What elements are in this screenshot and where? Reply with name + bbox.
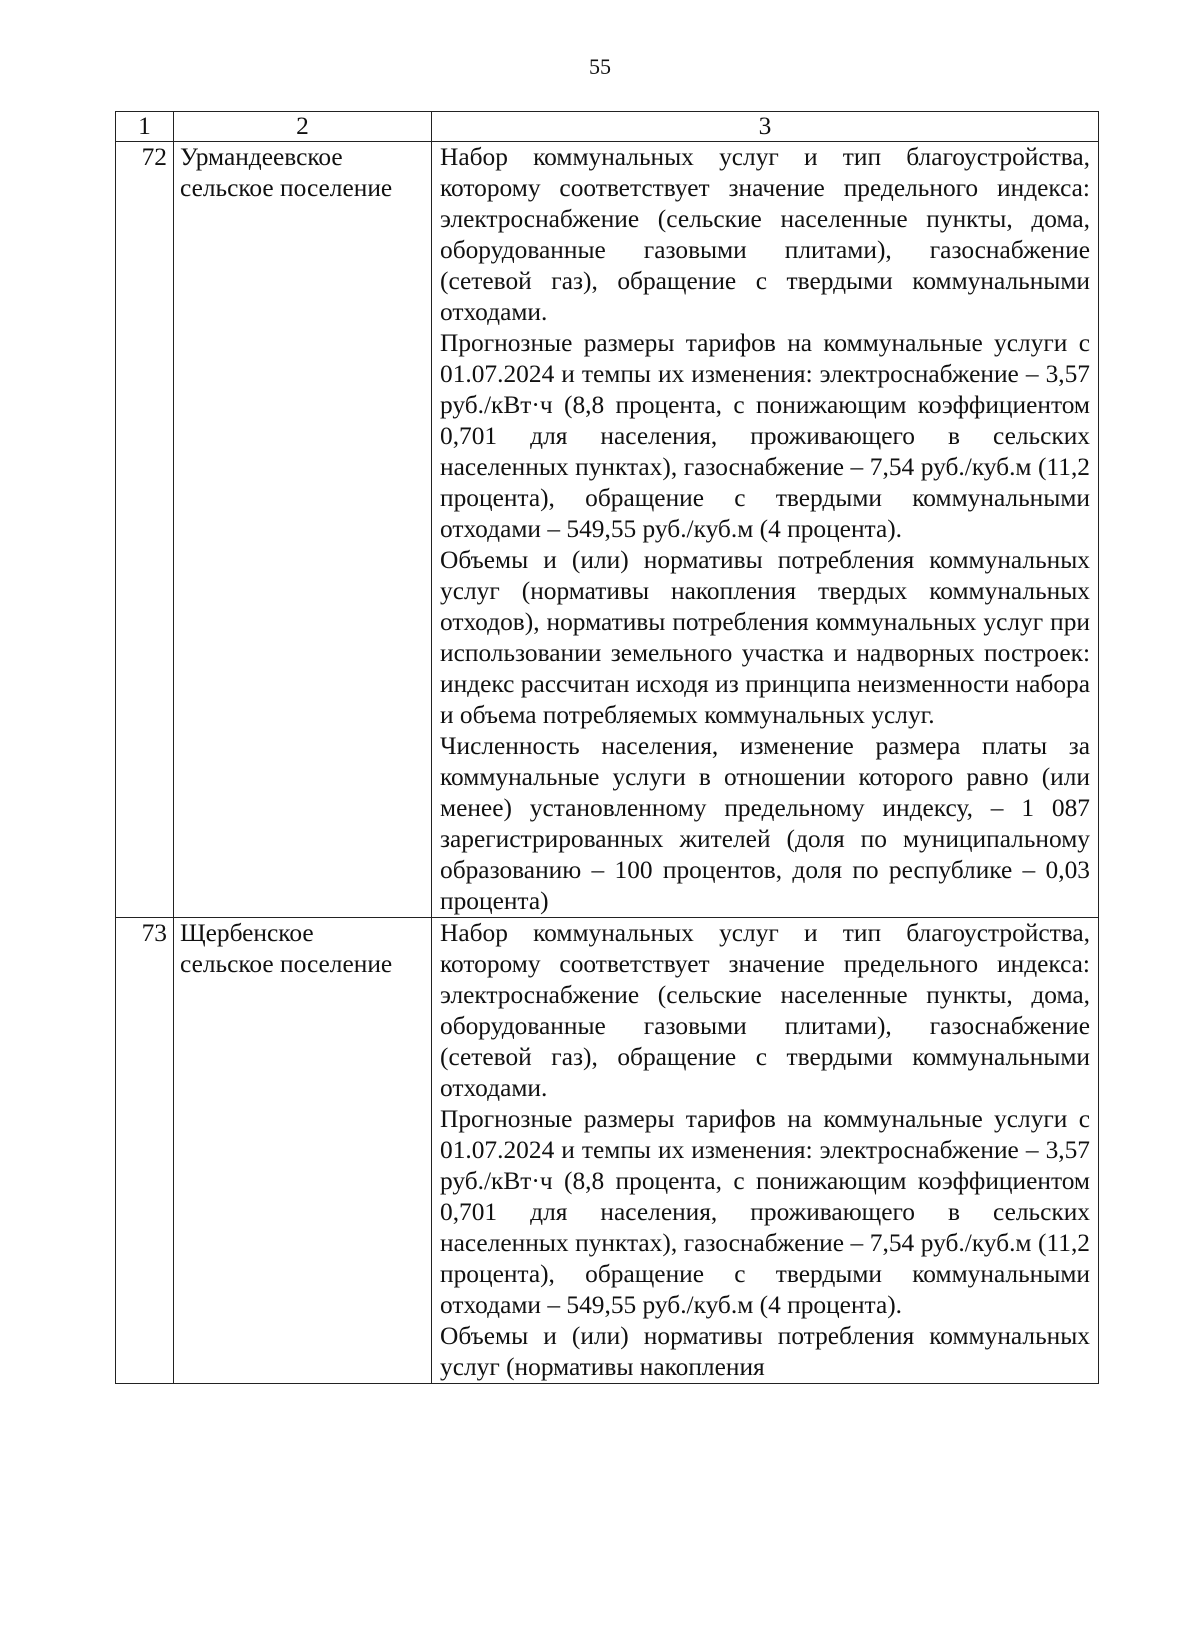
page-number: 55 bbox=[589, 54, 611, 79]
table-header-row bbox=[116, 112, 1099, 142]
description-paragraph: Набор коммунальных услуг и тип благоустройства, которому соответствует значение предельного индекса: электроснабжение (сельские населенные пункты, дома, оборудованные газовыми плитами), газоснабжение (сетевой газ), обращение с твердыми коммунальными отходами. bbox=[440, 143, 1090, 326]
settlement-name: Щербенское сельское поселение bbox=[174, 918, 432, 1384]
table-row bbox=[116, 918, 1099, 1384]
description-paragraph: Объемы и (или) нормативы потребления коммунальных услуг (нормативы накопления bbox=[440, 1322, 1090, 1381]
description-paragraph: Прогнозные размеры тарифов на коммунальные услуги с 01.07.2024 и темпы их изменения: электроснабжение – 3,57 руб./кВт·ч (8,8 процента, с понижающим коэффициентом 0,701 для населения, проживающего в сельских населенных пунктах), газоснабжение – 7,54 руб./куб.м (11,2 процента), обращение с твердыми коммунальными отходами – 549,55 руб./куб.м (4 процента). bbox=[440, 329, 1090, 543]
description-paragraph: Объемы и (или) нормативы потребления коммунальных услуг (нормативы накопления твердых коммунальных отходов), нормативы потребления коммунальных услуг при использовании земельного участка и надворных построек: индекс рассчитан исходя из принципа неизменности набора и объема потребляемых коммунальных услуг. bbox=[440, 546, 1090, 729]
column-header-3: 3 bbox=[432, 112, 1099, 142]
column-header-2: 2 bbox=[174, 112, 432, 142]
row-number: 73 bbox=[116, 918, 174, 1384]
tariff-table bbox=[115, 111, 1099, 1384]
description-paragraph: Набор коммунальных услуг и тип благоустройства, которому соответствует значение предельного индекса: электроснабжение (сельские населенные пункты, дома, оборудованные газовыми плитами), газоснабжение (сетевой газ), обращение с твердыми коммунальными отходами. bbox=[440, 919, 1090, 1102]
row-number: 72 bbox=[116, 142, 174, 918]
settlement-name: Урмандеевское сельское поселение bbox=[174, 142, 432, 918]
row-description bbox=[432, 142, 1099, 918]
row-description bbox=[432, 918, 1099, 1384]
column-header-1: 1 bbox=[116, 112, 174, 142]
description-paragraph: Прогнозные размеры тарифов на коммунальные услуги с 01.07.2024 и темпы их изменения: электроснабжение – 3,57 руб./кВт·ч (8,8 процента, с понижающим коэффициентом 0,701 для населения, проживающего в сельских населенных пунктах), газоснабжение – 7,54 руб./куб.м (11,2 процента), обращение с твердыми коммунальными отходами – 549,55 руб./куб.м (4 процента). bbox=[440, 1105, 1090, 1319]
table-row bbox=[116, 142, 1099, 918]
description-paragraph: Численность населения, изменение размера платы за коммунальные услуги в отношении которого равно (или менее) установленному предельному индексу, – 1 087 зарегистрированных жителей (доля по муниципальному образованию – 100 процентов, доля по республике – 0,03 процента) bbox=[440, 732, 1090, 915]
